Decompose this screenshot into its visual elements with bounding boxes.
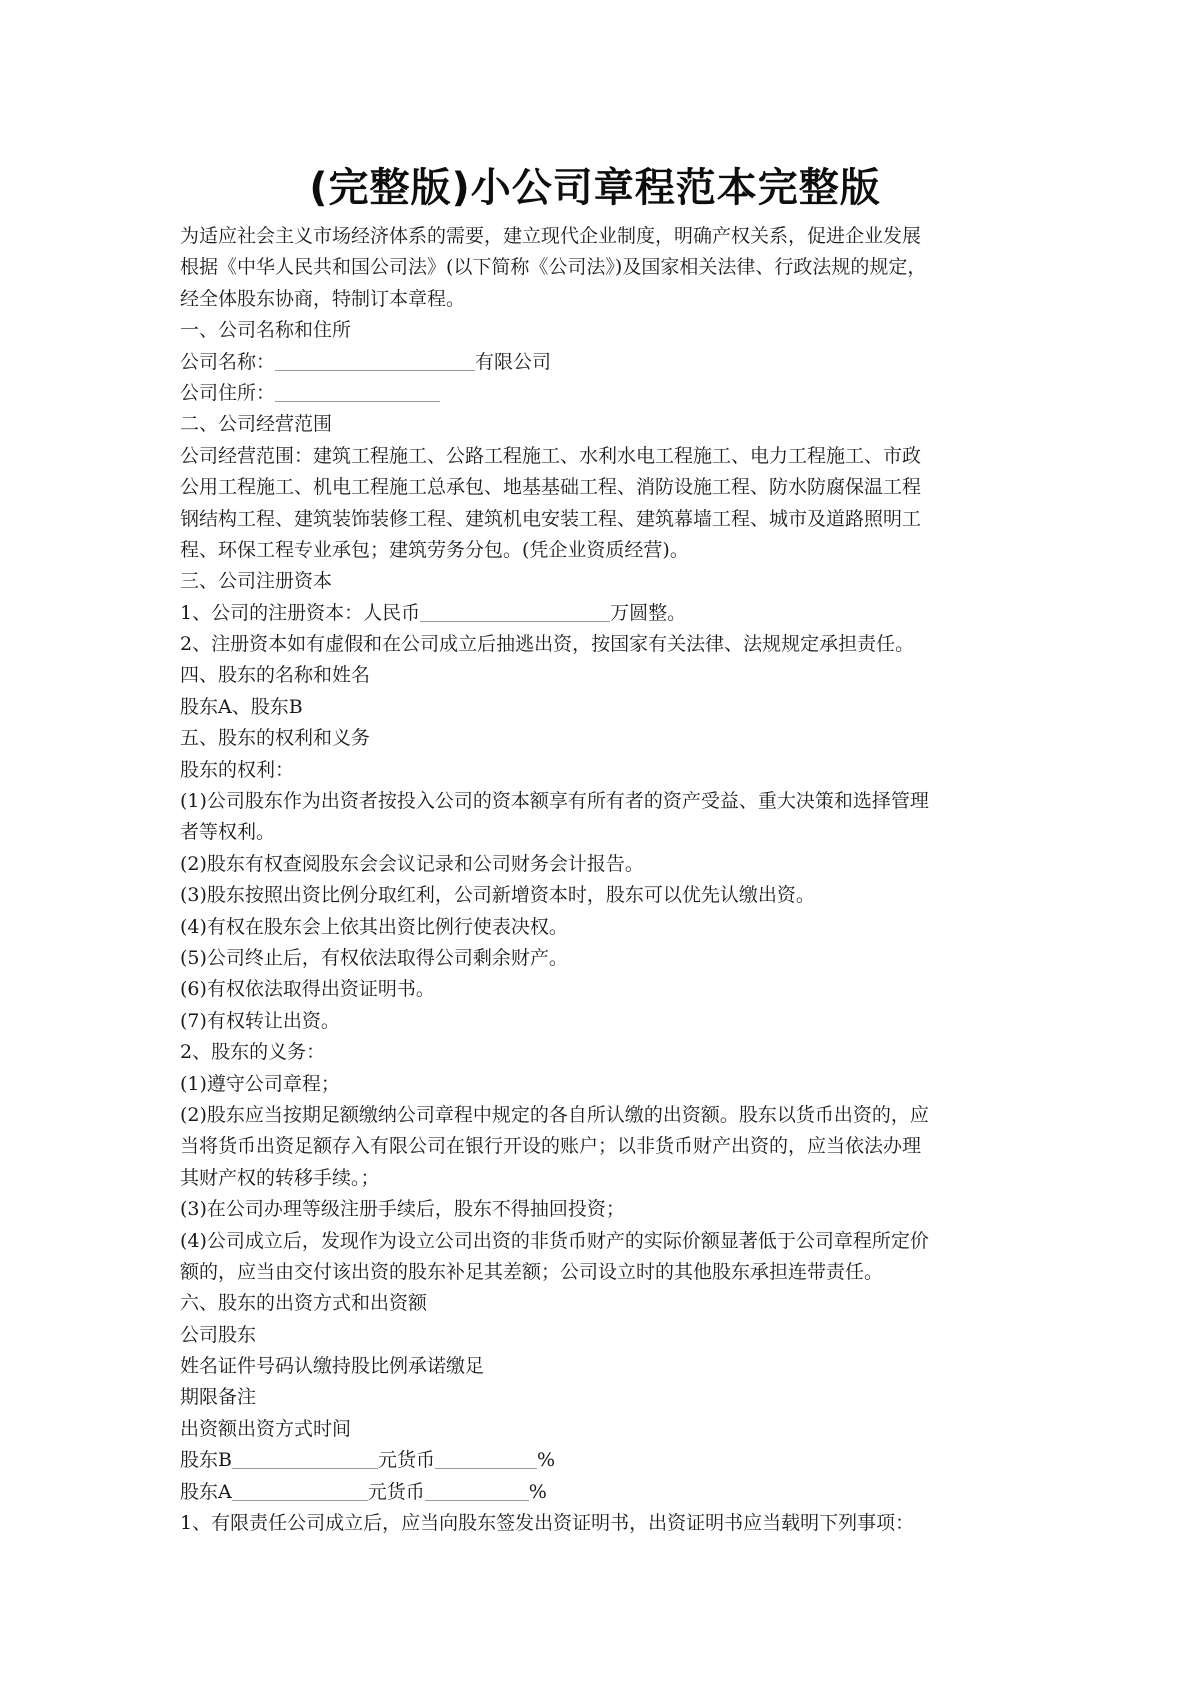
text-line: (4)公司成立后，发现作为设立公司出资的非货币财产的实际价额显著低于公司章程所定价 [180, 1229, 929, 1252]
text-line: 经全体股东协商，特制订本章程。 [180, 287, 466, 310]
field-suffix: 元货币 [367, 1480, 425, 1503]
text-line: 五、股东的权利和义务 [180, 727, 371, 750]
text-line [180, 1477, 1020, 1508]
text-line [180, 347, 1020, 378]
fill-in-blank [275, 348, 475, 371]
text-line: 程、环保工程专业承包；建筑劳务分包。(凭企业资质经营)。 [180, 538, 689, 561]
fill-in-blank [435, 1446, 537, 1469]
text-line: (1)公司股东作为出资者按投入公司的资本额享有所有者的资产受益、重大决策和选择管理 [180, 790, 929, 813]
text-line: (3)在公司办理等级注册手续后，股东不得抽回投资； [180, 1198, 625, 1221]
text-line: 三、公司注册资本 [180, 570, 333, 593]
text-line: 为适应社会主义市场经济体系的需要，建立现代企业制度，明确产权关系，促进企业发展 [180, 225, 922, 247]
text-line: (6)有权依法取得出资证明书。 [180, 978, 435, 1001]
field-label: 股东B [180, 1449, 232, 1472]
text-line: 其财产权的转移手续。； [180, 1166, 380, 1189]
text-line: 2、股东的义务： [180, 1041, 326, 1064]
text-line: 一、公司名称和住所 [180, 319, 352, 342]
field-suffix: 有限公司 [475, 350, 552, 373]
text-line: 者等权利。 [180, 821, 276, 844]
text-line [180, 598, 1020, 629]
text-line: 姓名证件号码认缴持股比例承诺缴足 [180, 1355, 485, 1378]
text-line: 1、有限责任公司成立后，应当向股东签发出资证明书，出资证明书应当载明下列事项： [180, 1512, 915, 1535]
text-line: 钢结构工程、建筑装饰装修工程、建筑机电安装工程、建筑幕墙工程、城市及道路照明工 [180, 507, 922, 530]
fill-in-blank [275, 379, 440, 402]
text-line: 公司经营范围：建筑工程施工、公路工程施工、水利水电工程施工、电力工程施工、市政 [180, 444, 922, 467]
text-line: 当将货币出资足额存入有限公司在银行开设的账户；以非货币财产出资的，应当依法办理 [180, 1135, 922, 1158]
field-label: 公司住所： [180, 381, 276, 404]
text-line: (2)股东有权查阅股东会会议记录和公司财务会计报告。 [180, 852, 644, 875]
field-label: 1、公司的注册资本：人民币 [180, 601, 421, 624]
text-line [180, 378, 1020, 409]
field-label: 公司名称： [180, 350, 276, 373]
text-line: 出资额出资方式时间 [180, 1417, 352, 1440]
fill-in-blank [232, 1478, 368, 1501]
document-title: (完整版)小公司章程范本完整版 [309, 165, 881, 211]
text-line: 2、注册资本如有虚假和在公司成立后抽逃出资，按国家有关法律、法规规定承担责任。 [180, 633, 915, 656]
text-line: 六、股东的出资方式和出资额 [180, 1292, 428, 1315]
text-line: 期限备注 [180, 1386, 257, 1409]
fill-in-blank [420, 599, 610, 622]
text-line: 股东A、股东B [180, 695, 303, 718]
percent-sign: % [536, 1449, 556, 1472]
field-suffix: 元货币 [377, 1449, 435, 1472]
text-line: (2)股东应当按期足额缴纳公司章程中规定的各自所认缴的出资额。股东以货币出资的，应 [180, 1103, 929, 1126]
text-line: (1)遵守公司章程； [180, 1072, 340, 1095]
text-line: 根据《中华人民共和国公司法》(以下简称《公司法》)及国家相关法律、行政法规的规定， [180, 256, 927, 279]
field-suffix: 万圆整。 [610, 601, 687, 624]
text-line: 公用工程施工、机电工程施工总承包、地基基础工程、消防设施工程、防水防腐保温工程 [180, 476, 922, 499]
text-line: (4)有权在股东会上依其出资比例行使表决权。 [180, 915, 568, 938]
text-line: 额的，应当由交付该出资的股东补足其差额；公司设立时的其他股东承担连带责任。 [180, 1260, 884, 1283]
text-line: (5)公司终止后，有权依法取得公司剩余财产。 [180, 946, 568, 969]
text-line: 四、股东的名称和姓名 [180, 664, 371, 687]
fill-in-blank [232, 1446, 378, 1469]
text-line: 二、公司经营范围 [180, 413, 333, 436]
text-line [180, 1445, 1020, 1476]
text-line: 公司股东 [180, 1323, 257, 1346]
document-body [180, 221, 1020, 1539]
field-label: 股东A [180, 1480, 232, 1503]
text-line: (3)股东按照出资比例分取红利，公司新增资本时，股东可以优先认缴出资。 [180, 884, 815, 907]
fill-in-blank [425, 1478, 529, 1501]
text-line: (7)有权转让出资。 [180, 1009, 340, 1032]
percent-sign: % [528, 1480, 547, 1503]
text-line: 股东的权利： [180, 758, 295, 781]
